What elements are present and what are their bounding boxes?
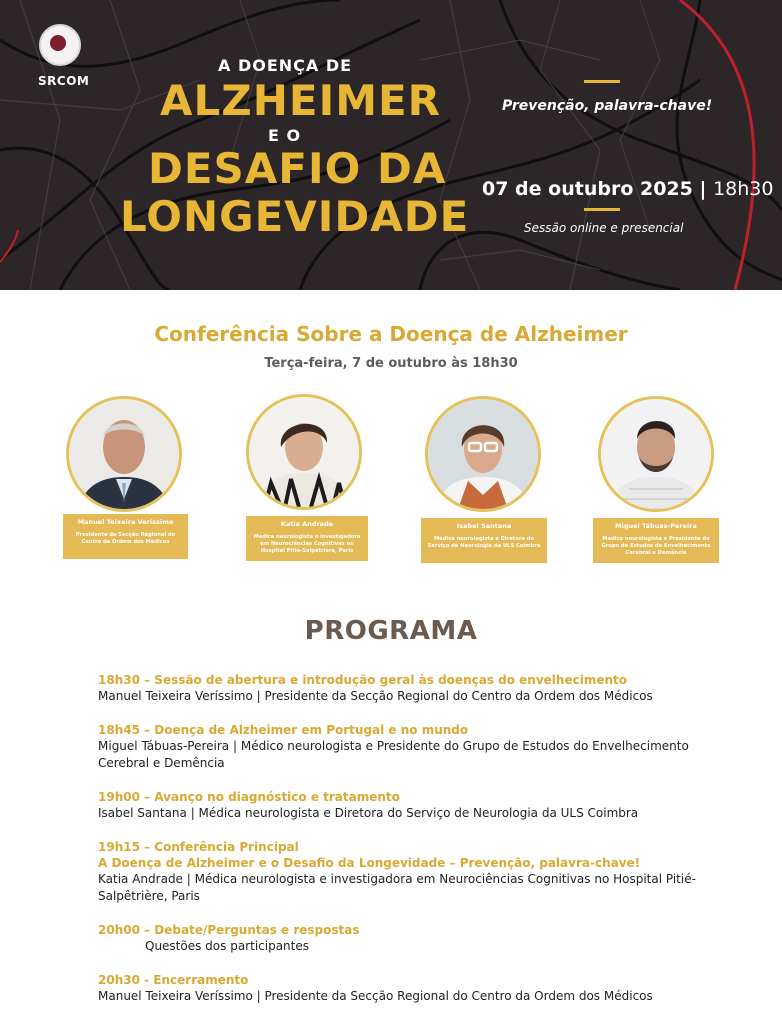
speaker-card-4 [593, 518, 719, 563]
speaker-role: Médica neurologista e investigadora em Neurociências Cognitivas no Hospital Pitié-Salpêtrière, Paris [253, 534, 361, 555]
programme-item [98, 672, 698, 705]
speaker-name: Katia Andrade [280, 520, 334, 528]
programme-item-body: Questões dos participantes [145, 939, 309, 953]
speaker-role: Médico neurologista e Presidente do Grupo de Estudos do Envelhecimento Cerebral e Demência [601, 536, 711, 557]
avatar [425, 396, 541, 512]
conference-date: Terça-feira, 7 de outubro às 18h30 [264, 356, 518, 371]
title-line-5: LONGEVIDADE [120, 192, 470, 241]
event-date [482, 178, 773, 200]
programme-item-heading: 18h45 – Doença de Alzheimer em Portugal e no mundo [98, 723, 469, 737]
gold-divider [584, 208, 620, 211]
programme-item-body: Manuel Teixeira Veríssimo | Presidente da Secção Regional do Centro da Ordem dos Médicos [98, 989, 653, 1003]
logo-text: SRCOM [38, 74, 90, 88]
programme-item-body: Manuel Teixeira Veríssimo | Presidente da Secção Regional do Centro da Ordem dos Médicos [98, 689, 653, 703]
programme-item [98, 839, 698, 905]
programme-item-heading: 19h15 – Conferência Principal [98, 840, 299, 854]
programme-item-heading: 20h30 - Encerramento [98, 973, 249, 987]
srcom-emblem-icon [39, 24, 81, 66]
programme-item [98, 922, 698, 955]
programme-item [98, 789, 698, 822]
programme-title: PROGRAMA [304, 616, 478, 646]
speaker-portrait-2 [244, 394, 364, 510]
programme-item-body: Katia Andrade | Médica neurologista e investigadora em Neurociências Cognitivas no Hospital Pitié-Salpêtrière, Paris [98, 872, 696, 903]
tagline: Prevenção, palavra-chave! [502, 98, 713, 114]
speaker-portrait-1 [64, 396, 184, 512]
programme-item [98, 972, 698, 1005]
programme-item-heading: 20h00 – Debate/Perguntas e respostas [98, 923, 360, 937]
programme-item-heading: 18h30 – Sessão de abertura e introdução geral às doenças do envelhecimento [98, 673, 627, 687]
speaker-role: Presidente da Secção Regional do Centro da Ordem dos Médicos [75, 532, 176, 546]
conference-title: Conferência Sobre a Doença de Alzheimer [154, 322, 628, 346]
title-line-4: DESAFIO DA [148, 144, 447, 193]
avatar [598, 396, 714, 512]
programme-item-subheading: A Doença de Alzheimer e o Desafio da Longevidade – Prevenção, palavra-chave! [98, 856, 641, 870]
event-banner [0, 0, 782, 290]
speaker-card-2 [246, 516, 368, 561]
speaker-role: Médica neurologista e Diretora do Serviço de Neurologia da ULS Coimbra [427, 536, 541, 550]
programme-item [98, 722, 698, 772]
avatar [66, 396, 182, 512]
date-separator: | [699, 178, 714, 200]
speaker-name: Manuel Teixeira Veríssimo [77, 518, 174, 526]
speaker-name: Miguel Tábuas-Pereira [615, 522, 697, 530]
title-line-1: A DOENÇA DE [218, 56, 353, 75]
programme-item-heading: 19h00 – Avanço no diagnóstico e tratamento [98, 790, 400, 804]
event-date-text: 07 de outubro 2025 [482, 178, 693, 200]
avatar [246, 394, 362, 510]
programme-item-body: Miguel Tábuas-Pereira | Médico neurologista e Presidente do Grupo de Estudos do Envelhecimento Cerebral e Demência [98, 739, 689, 770]
speaker-portrait-4 [596, 396, 716, 512]
speaker-card-1 [63, 514, 188, 559]
session-mode: Sessão online e presencial [524, 221, 684, 235]
title-line-3: E O [268, 126, 302, 145]
title-line-2: ALZHEIMER [160, 76, 442, 125]
speaker-card-3 [421, 518, 547, 563]
event-time: 18h30 [713, 178, 774, 200]
programme-item-body: Isabel Santana | Médica neurologista e Diretora do Serviço de Neurologia da ULS Coimbra [98, 806, 639, 820]
gold-divider [584, 80, 620, 83]
srcom-logo [38, 24, 90, 88]
speaker-portrait-3 [423, 396, 543, 512]
speaker-name: Isabel Santana [456, 522, 512, 530]
